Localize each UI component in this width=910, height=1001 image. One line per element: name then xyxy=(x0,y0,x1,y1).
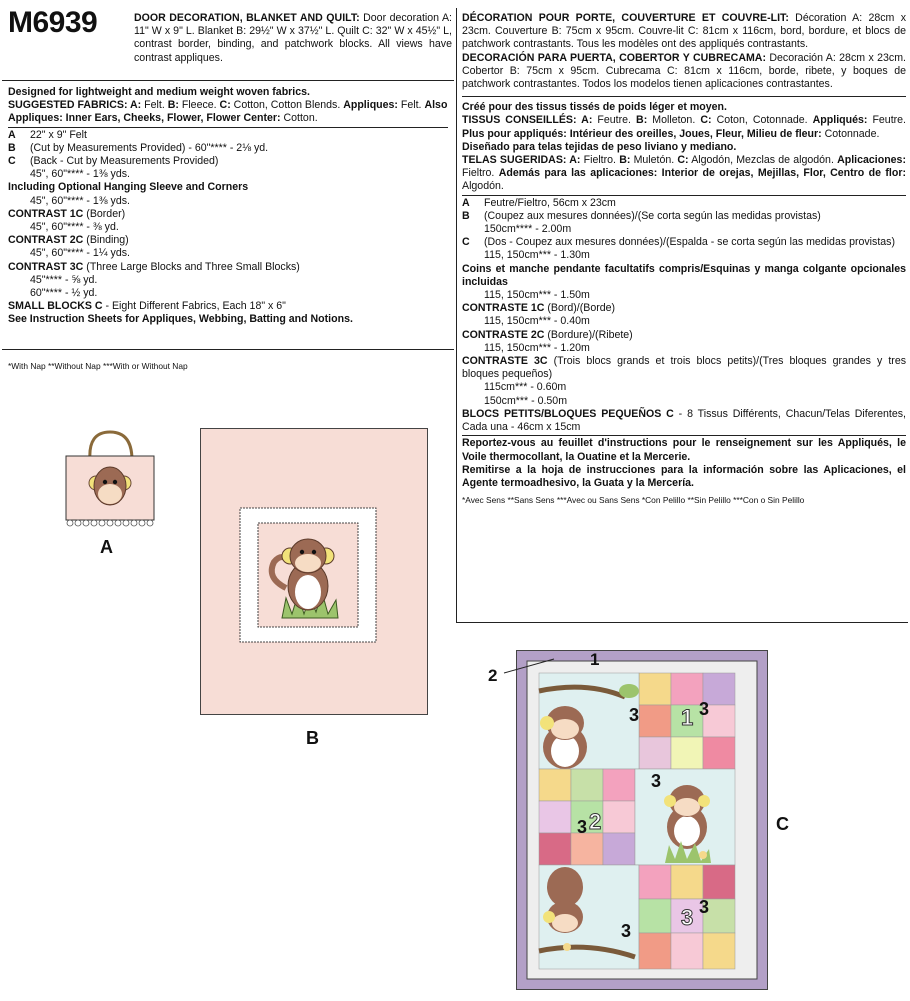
es-description: DECORACIÓN PARA PUERTA, COBERTOR Y CUBRECAMA: Decoración A: 28cm x 23cm. Cobertor B: 75cm x 95cm. Cubrecama C: 81cm x 116cm, borde, ribete, y boques de patchwork contrastantes. Todos los modelos tienen aplicaciones contrastantes. xyxy=(462,51,906,91)
es-remitirse: Remitirse a la hoja de instrucciones para la información sobre las Aplicaciones, el Agente termoadhesivo, la Guata y la Mercería. xyxy=(462,463,906,489)
callout-2: 2 xyxy=(488,666,498,685)
block-3-label-6: 3 xyxy=(621,921,632,941)
designed-text: Designed for lightweight and medium weight woven fabrics. xyxy=(8,86,310,98)
small-block-label-3: 3 xyxy=(681,905,694,930)
quilt-drawing xyxy=(517,651,767,989)
view-c-label: C xyxy=(776,814,789,834)
english-fabric-list xyxy=(8,86,448,327)
small-block-label-1: 1 xyxy=(681,705,694,730)
including-amount: 45", 60"**** - 1⅜ yds. xyxy=(30,194,130,207)
contrast-1c: CONTRAST 1C (Border) xyxy=(8,207,126,220)
contrast-3c: CONTRAST 3C (Three Large Blocks and Three Small Blocks) xyxy=(8,260,300,273)
suggested-fabrics: SUGGESTED FABRICS: A: Felt. B: Fleece. C: Cotton, Cotton Blends. Appliques: Felt. Also Appliques: Inner Ears, Cheeks, Flower, Flower Center: Cotton. xyxy=(8,99,448,125)
contrast-2c-amount: 45", 60"**** - 1¼ yds. xyxy=(30,247,130,260)
fr-contrast-2c: CONTRASTE 2C (Bordure)/(Ribete) xyxy=(462,328,633,341)
fr-cree: Créé pour des tissus tissés de poids léger et moyen. xyxy=(462,101,727,114)
left-header-rule xyxy=(2,80,454,81)
view-b-blanket xyxy=(200,428,428,715)
pattern-number: M6939 xyxy=(8,6,98,39)
fr-yardage-c: C (Dos - Coupez aux mesures données)/(Espalda - se corta según las medidas provistas) xyxy=(462,236,895,249)
fr-contrast-1c-amount: 115, 150cm*** - 0.40m xyxy=(484,315,590,328)
fr-coins-amount: 115, 150cm*** - 1.50m xyxy=(484,289,590,302)
fr-contrast-3c-amount-2: 150cm*** - 0.50m xyxy=(484,394,568,407)
fr-description: DÉCORATION POUR PORTE, COUVERTURE ET COUVRE-LIT: Décoration A: 28cm x 23cm. Couverture B: 75cm x 95cm. Couvre-lit C: 81cm x 116cm, bord, bordure, et blocs de patchwork contrastants. Tous les modèles ont des appliqués contrastants. xyxy=(462,12,906,51)
contrast-2c: CONTRAST 2C (Binding) xyxy=(8,234,129,247)
fr-yardage-b-amount: 150cm**** - 2.00m xyxy=(484,223,572,236)
english-description xyxy=(134,12,452,65)
fr-yardage-a: A Feutre/Fieltro, 56cm x 23cm xyxy=(462,196,616,209)
yardage-a: A 22" x 9" Felt xyxy=(8,128,87,141)
block-3-label-3: 3 xyxy=(651,771,662,791)
yardage-c-amount: 45", 60"**** - 1⅜ yds. xyxy=(30,168,130,181)
rule xyxy=(462,96,906,97)
see-instructions: See Instruction Sheets for Appliques, Webbing, Batting and Notions. xyxy=(8,313,353,326)
center-divider xyxy=(456,8,457,622)
view-a-door-decoration xyxy=(60,428,160,533)
english-bottom-rule xyxy=(2,349,454,350)
fr-yardage-b: B (Coupez aux mesures données)/(Se corta según las medidas provistas) xyxy=(462,209,821,222)
fr-es-footnote: *Avec Sens **Sans Sens ***Avec ou Sans Sens *Con Pelillo **Sin Pelillo ***Con o Sin Pelillo xyxy=(462,495,805,506)
callout-leader-line xyxy=(498,655,558,677)
view-b-label: B xyxy=(306,728,319,748)
block-3-label-1: 3 xyxy=(629,705,640,725)
yardage-b: B (Cut by Measurements Provided) - 60"**** - 2⅛ yd. xyxy=(8,141,269,154)
fr-contrast-2c-amount: 115, 150cm*** - 1.20m xyxy=(484,341,590,354)
contrast-3c-amount-1: 45"**** - ⅝ yd. xyxy=(30,273,98,286)
fr-es-column xyxy=(462,12,906,507)
rule xyxy=(462,195,906,196)
english-heading-rest: Door decoration A: 11" W x 9" L. Blanket B: 29½" W x 37½" L. Quilt C: 32" W x 45½" L, contrast border, binding, and patchwork blocks. All views have contrast appliques. xyxy=(134,12,452,64)
including-sleeve: Including Optional Hanging Sleeve and Corners xyxy=(8,181,249,194)
fr-tissus: TISSUS CONSEILLÉS: A: Feutre. B: Molleton. C: Coton, Cotonnade. Appliqués: Feutre. Plus pour appliqués: Intérieur des oreilles, Joues, Fleur, Milieu de fleur: Cotonnade. xyxy=(462,114,907,140)
contrast-3c-amount-2: 60"**** - ½ yd. xyxy=(30,287,98,300)
small-blocks: SMALL BLOCKS C - Eight Different Fabrics, Each 18" x 6" xyxy=(8,300,286,313)
fr-yardage-c-amount: 115, 150cm*** - 1.30m xyxy=(484,249,590,262)
rule xyxy=(8,127,448,128)
fr-contrast-1c: CONTRASTE 1C (Bord)/(Borde) xyxy=(462,302,616,315)
fr-coins: Coins et manche pendante facultatifs compris/Esquinas y manga colgante opcionales incluidas xyxy=(462,262,906,288)
fr-contrast-3c: CONTRASTE 3C (Trois blocs grands et trois blocs petits)/(Tres bloques grandes y tres bloques pequeños) xyxy=(462,355,907,381)
yardage-c: C (Back - Cut by Measurements Provided) xyxy=(8,155,219,168)
fr-contrast-3c-amount-1: 115cm*** - 0.60m xyxy=(484,381,567,394)
es-disenado: Diseñado para telas tejidas de peso liviano y mediano. xyxy=(462,140,737,153)
contrast-1c-amount: 45", 60"**** - ⅜ yd. xyxy=(30,221,119,234)
english-heading: DOOR DECORATION, BLANKET AND QUILT: xyxy=(134,12,360,24)
english-footnote: *With Nap **Without Nap ***With or Without Nap xyxy=(8,361,188,371)
fr-reportez: Reportez-vous au feuillet d'instructions pour le renseignement sur les Appliqués, le Voile thermocollant, la Ouatine et la Mercerie. xyxy=(462,437,906,463)
scalloped-edge xyxy=(67,520,153,526)
block-3-label-5: 3 xyxy=(699,897,710,917)
view-a-label: A xyxy=(100,537,113,557)
block-3-label-4: 3 xyxy=(577,817,588,837)
view-c-quilt xyxy=(516,650,768,990)
block-3-label-2: 3 xyxy=(699,699,710,719)
fr-blocs: BLOCS PETITS/BLOQUES PEQUEÑOS C - 8 Tissus Différents, Chacun/Telas Diferentes, Cada una - 46cm x 15cm xyxy=(462,407,906,434)
rule xyxy=(462,435,906,436)
small-block-label-2: 2 xyxy=(589,809,602,834)
callout-1: 1 xyxy=(590,650,600,669)
right-bottom-rule xyxy=(456,622,908,623)
es-telas: TELAS SUGERIDAS: A: Fieltro. B: Muletón. C: Algodón, Mezclas de algodón. Aplicaciones: Fieltro. Además para las aplicaciones: Interior de orejas, Mejillas, Flor, Centro de flor: Algodón. xyxy=(462,154,906,193)
